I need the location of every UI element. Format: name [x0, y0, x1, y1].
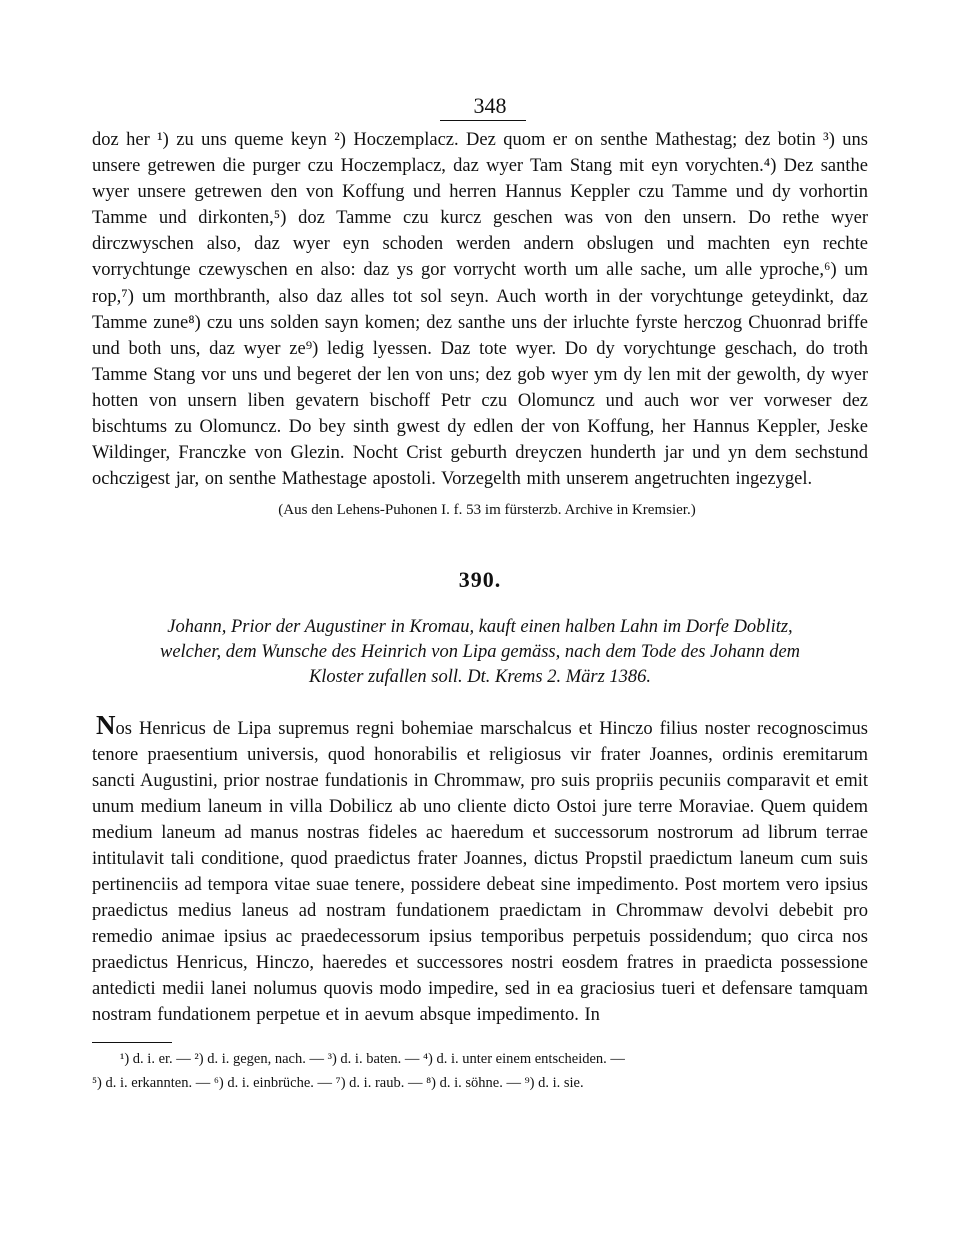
document-heading	[92, 615, 868, 690]
footnotes	[92, 1047, 868, 1095]
document-heading-line: Johann, Prior der Augustiner in Kromau, kauft einen halben Lahn im Dorfe Doblitz,	[167, 617, 793, 638]
document-heading-line: Kloster zufallen soll. Dt. Krems 2. März 1386.	[308, 667, 652, 688]
document-body-text: os Henricus de Lipa supremus regni bohemiae marschalcus et Hinczo filius noster recognoscimus tenore praesentium universis, quod honorabilis et religiosus vir frater Joannes, ordinis eremitarum sancti Augustini, prior nostrae fundationis in Chrommaw, pro suis propriis pecuniis comparavit et emit unum medium laneum in villa Dobilicz ab uno cliente dicto Ostoi jure terre Moraviae. Quem quidem medium laneum ad manus nostras fideles ac haeredum et successorum nostrorum ad librum terrae intitulavit tali conditione, quod praedictus frater Joannes, dictus Propstil praedictum laneum cum suis pertinenciis ad tempora vitae suae tenere, possidere debeat sine impedimento. Post mortem vero ipsius praedictus medius laneus ad nostram fundationem praedictam in Chrommaw devolvi debebit pro remedio animae ipsius ac praedecessorum ipsius temporibus perpetuis possidendum; quo circa nos praedictus Henricus, Hinczo, haeredes et successores nostri eosdem fratres in praedicta possessione antedicti medii lanei nolumus quovis modo impedire, sed in ea graciosius tueri et defensare tamquam nostram fundationem perpetue et in aevum absque impedimento. In	[92, 719, 868, 1026]
page-number-rule	[440, 120, 526, 121]
book-page	[92, 92, 868, 1095]
document-heading-line: welcher, dem Wunsche des Heinrich von Lipa gemäss, nach dem Tode des Johann dem	[159, 642, 801, 663]
document-number: 390.	[458, 567, 502, 593]
continued-text: doz her ¹) zu uns queme keyn ²) Hoczemplacz. Dez quom er on senthe Mathestag; dez botin ³) uns unsere getrewen die purger czu Hoczemplacz, daz wyer Tam Stang mit eyn vorychten.⁴) Dez santhe wyer unsere getrewen den von Koffung und herren Hannus Keppler czu Tamme und dy vorhortin Tamme und dirkonten,⁵) doz Tamme czu kurcz geschen was von den unsern. Do rethe wyer dirczwyschen also, daz wyer eyn schoden werden andern obslugen und machten eyn rechte vorrychtunge czewyschen en also: daz ys gor vorrycht worth um alle sache, um alle yproche,⁶) um rop,⁷) um morthbranth, also daz alles tot sol seyn. Auch worth in der vorychtunge geteydinkt, daz Tamme zune⁸) czu uns solden sayn komen; dez santhe uns der irluchte fyrste herczog Chuonrad briffe und both uns, daz wyer ze⁹) ledig lyessen. Daz tote wyer. Do dy vorychtunge geschach, do troth Tamme Stang vor uns und begeret der len von uns; dez gob wyer ym dy len mit der gewolth, dy wyer hotten von unsern liben gevatern bischoff Petr czu Olomuncz und auch wor ver vorweser dez bischtums zu Olomuncz. Do bey sinth gwest dy edlen der von Koffung, her Hannus Keppler, Jeske Wildinger, Franczke von Glezin. Nocht Crist geburth dreyczen hunderth jar und yn dem sechstund ochczigest jar, on senthe Mathestage apostoli. Vorzegelth mith unserem angetruchten ingezygel.	[92, 130, 868, 490]
footnote-line: ⁵) d. i. erkannten. — ⁶) d. i. einbrüche. — ⁷) d. i. raub. — ⁸) d. i. söhne. — ⁹) d. i. sie.	[92, 1075, 584, 1092]
footnote-line: ¹) d. i. er. — ²) d. i. gegen, nach. — ³) d. i. baten. — ⁴) d. i. unter einem entscheiden. —	[120, 1051, 625, 1068]
source-note: (Aus den Lehens-Puhonen I. f. 53 im fürsterzb. Archive in Kremsier.)	[278, 502, 696, 519]
page-number: 348	[473, 93, 507, 118]
footnote-rule	[92, 1042, 172, 1043]
document-body	[92, 710, 868, 1028]
initial-letter: N	[96, 710, 116, 741]
